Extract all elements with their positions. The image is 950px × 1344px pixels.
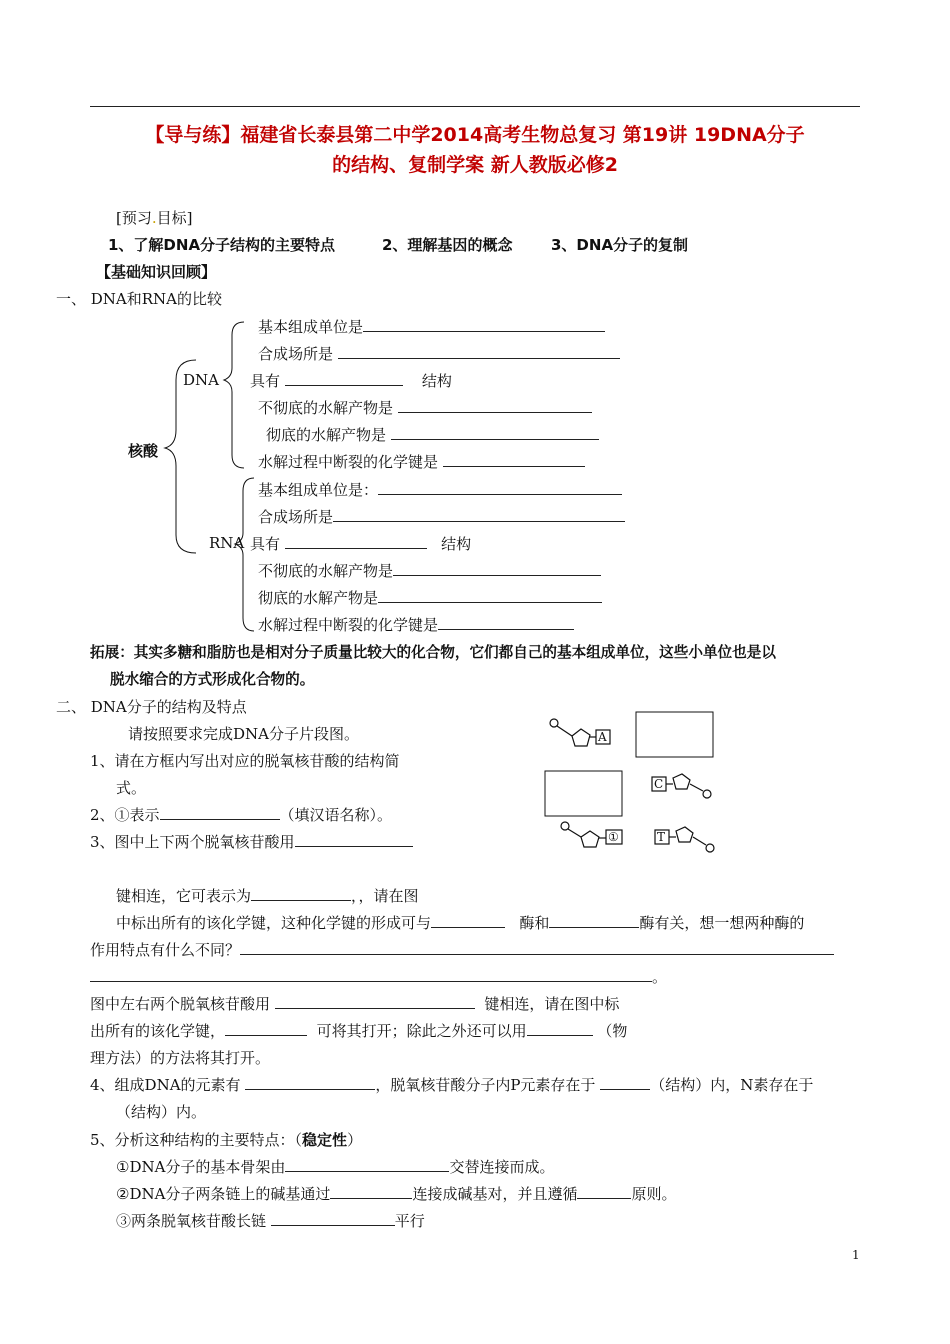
blank[interactable] — [398, 398, 592, 413]
blank[interactable] — [333, 507, 625, 522]
brace-dna — [224, 322, 244, 468]
hesuan-label: 核酸 — [128, 442, 159, 460]
rna-item-partial: 不彻底的水解产物是 — [258, 560, 601, 581]
point-1: ①DNA分子的基本骨架由 交替连接而成。 — [116, 1158, 555, 1176]
q3-line6: 图中左右两个脱氧核苷酸用 键相连，请在图中标 — [90, 995, 620, 1013]
rna-label: RNA — [209, 534, 245, 552]
blank[interactable] — [225, 1021, 307, 1036]
rna-item-bond: 水解过程中断裂的化学键是 — [258, 614, 574, 635]
blank[interactable] — [275, 994, 475, 1009]
dna-item-site: 合成场所是 — [258, 343, 620, 364]
q3-line8: 理方法）的方法将其打开。 — [90, 1049, 271, 1067]
page-number: 1 — [852, 1248, 860, 1262]
blank[interactable] — [285, 371, 403, 386]
blank[interactable] — [391, 425, 599, 440]
dna-item-partial: 不彻底的水解产物是 — [258, 397, 592, 418]
blank[interactable] — [378, 588, 602, 603]
extend-line1: 拓展：其实多糖和脂肪也是相对分子质量比较大的化合物，它们都自己的基本组成单位，这些小单位也是以 — [90, 644, 776, 661]
blank[interactable] — [431, 913, 505, 928]
q4-line1: 4、组成DNA的元素有 ，脱氧核苷酸分子内P元素存在于 （结构）内，N素存在于 — [90, 1076, 814, 1094]
fig-label-c: C — [654, 777, 664, 791]
blank[interactable] — [527, 1021, 593, 1036]
rna-item-complete: 彻底的水解产物是 — [258, 587, 602, 608]
dna-item-bond: 水解过程中断裂的化学键是 — [258, 451, 585, 472]
blank[interactable] — [251, 886, 351, 901]
blank[interactable] — [378, 480, 622, 495]
blank[interactable] — [438, 615, 574, 630]
q5: 5、分析这种结构的主要特点：（稳定性） — [90, 1131, 363, 1149]
sec2-intro: 请按照要求完成DNA分子片段图。 — [128, 725, 359, 743]
blank[interactable] — [285, 534, 427, 549]
dna-item-complete: 彻底的水解产物是 — [266, 424, 599, 445]
blank[interactable] — [90, 967, 652, 982]
goal-3: 3、DNA分子的复制 — [551, 236, 689, 254]
q3-line2: 键相连，它可表示为 ，，请在图 — [116, 887, 419, 905]
fig-label-t: T — [657, 830, 666, 844]
blank[interactable] — [160, 805, 280, 820]
section-1-title: 一、 DNA和RNA的比较 — [56, 290, 223, 308]
blank[interactable] — [363, 317, 605, 332]
blank[interactable] — [600, 1075, 650, 1090]
point-3: ③两条脱氧核苷酸长链 平行 — [116, 1212, 425, 1230]
blank[interactable] — [295, 832, 413, 847]
doc-title-line1: 【导与练】福建省长泰县第二中学2014高考生物总复习 第19讲 19DNA分子 — [145, 124, 805, 146]
goal-1: 1、了解DNA分子结构的主要特点 — [108, 236, 336, 254]
dna-item-structure: 具有 结构 — [250, 372, 452, 390]
q1-line2: 式。 — [116, 779, 147, 797]
q2: 2、①表示 （填汉语名称）。 — [90, 806, 393, 824]
fig-label-1: ① — [608, 830, 619, 844]
dna-item-unit: 基本组成单位是 — [258, 316, 605, 337]
doc-title-line2: 的结构、复制学案 新人教版必修2 — [332, 154, 618, 176]
rna-item-site: 合成场所是 — [258, 506, 625, 527]
blank[interactable] — [245, 1075, 375, 1090]
goal-2: 2、理解基因的概念 — [382, 236, 513, 254]
empty-box-mid-left — [545, 771, 622, 816]
brace-rna — [235, 478, 254, 631]
blank[interactable] — [577, 1184, 631, 1199]
extend-line2: 脱水缩合的方式形成化合物的。 — [110, 671, 315, 688]
blank[interactable] — [338, 344, 620, 359]
blank[interactable] — [285, 1157, 449, 1172]
dna-label: DNA — [183, 371, 219, 389]
section-2-title: 二、 DNA分子的结构及特点 — [56, 698, 247, 716]
q3-line3: 中标出所有的该化学键，这种化学键的形成可与 酶和 酶有关，想一想两种酶的 — [116, 914, 805, 932]
empty-box-top-right — [636, 712, 713, 757]
q3-line5: 。 — [90, 966, 667, 987]
q3-line7: 出所有的该化学键， 可将其打开；除此之外还可以用 （物 — [90, 1022, 628, 1040]
q1-line1: 1、请在方框内写出对应的脱氧核苷酸的结构简 — [90, 752, 400, 770]
rna-item-unit: 基本组成单位是： — [258, 479, 622, 500]
q3-line4: 作用特点有什么不同？ — [90, 939, 834, 960]
review-header: 【基础知识回顾】 — [96, 263, 217, 281]
rna-item-structure: 具有 结构 — [250, 535, 472, 553]
blank[interactable] — [240, 940, 834, 955]
fig-label-a: A — [598, 730, 607, 744]
point-2: ②DNA分子两条链上的碱基通过 连接成碱基对，并且遵循 原则。 — [116, 1185, 677, 1203]
blank[interactable] — [271, 1211, 395, 1226]
blank[interactable] — [330, 1184, 412, 1199]
q4-line2: （结构）内。 — [116, 1103, 207, 1121]
blank[interactable] — [549, 913, 639, 928]
blank[interactable] — [443, 452, 585, 467]
blank[interactable] — [393, 561, 601, 576]
q3-line1: 3、图中上下两个脱氧核苷酸用 — [90, 831, 413, 852]
goals-header: [预习.目标] — [116, 209, 193, 227]
